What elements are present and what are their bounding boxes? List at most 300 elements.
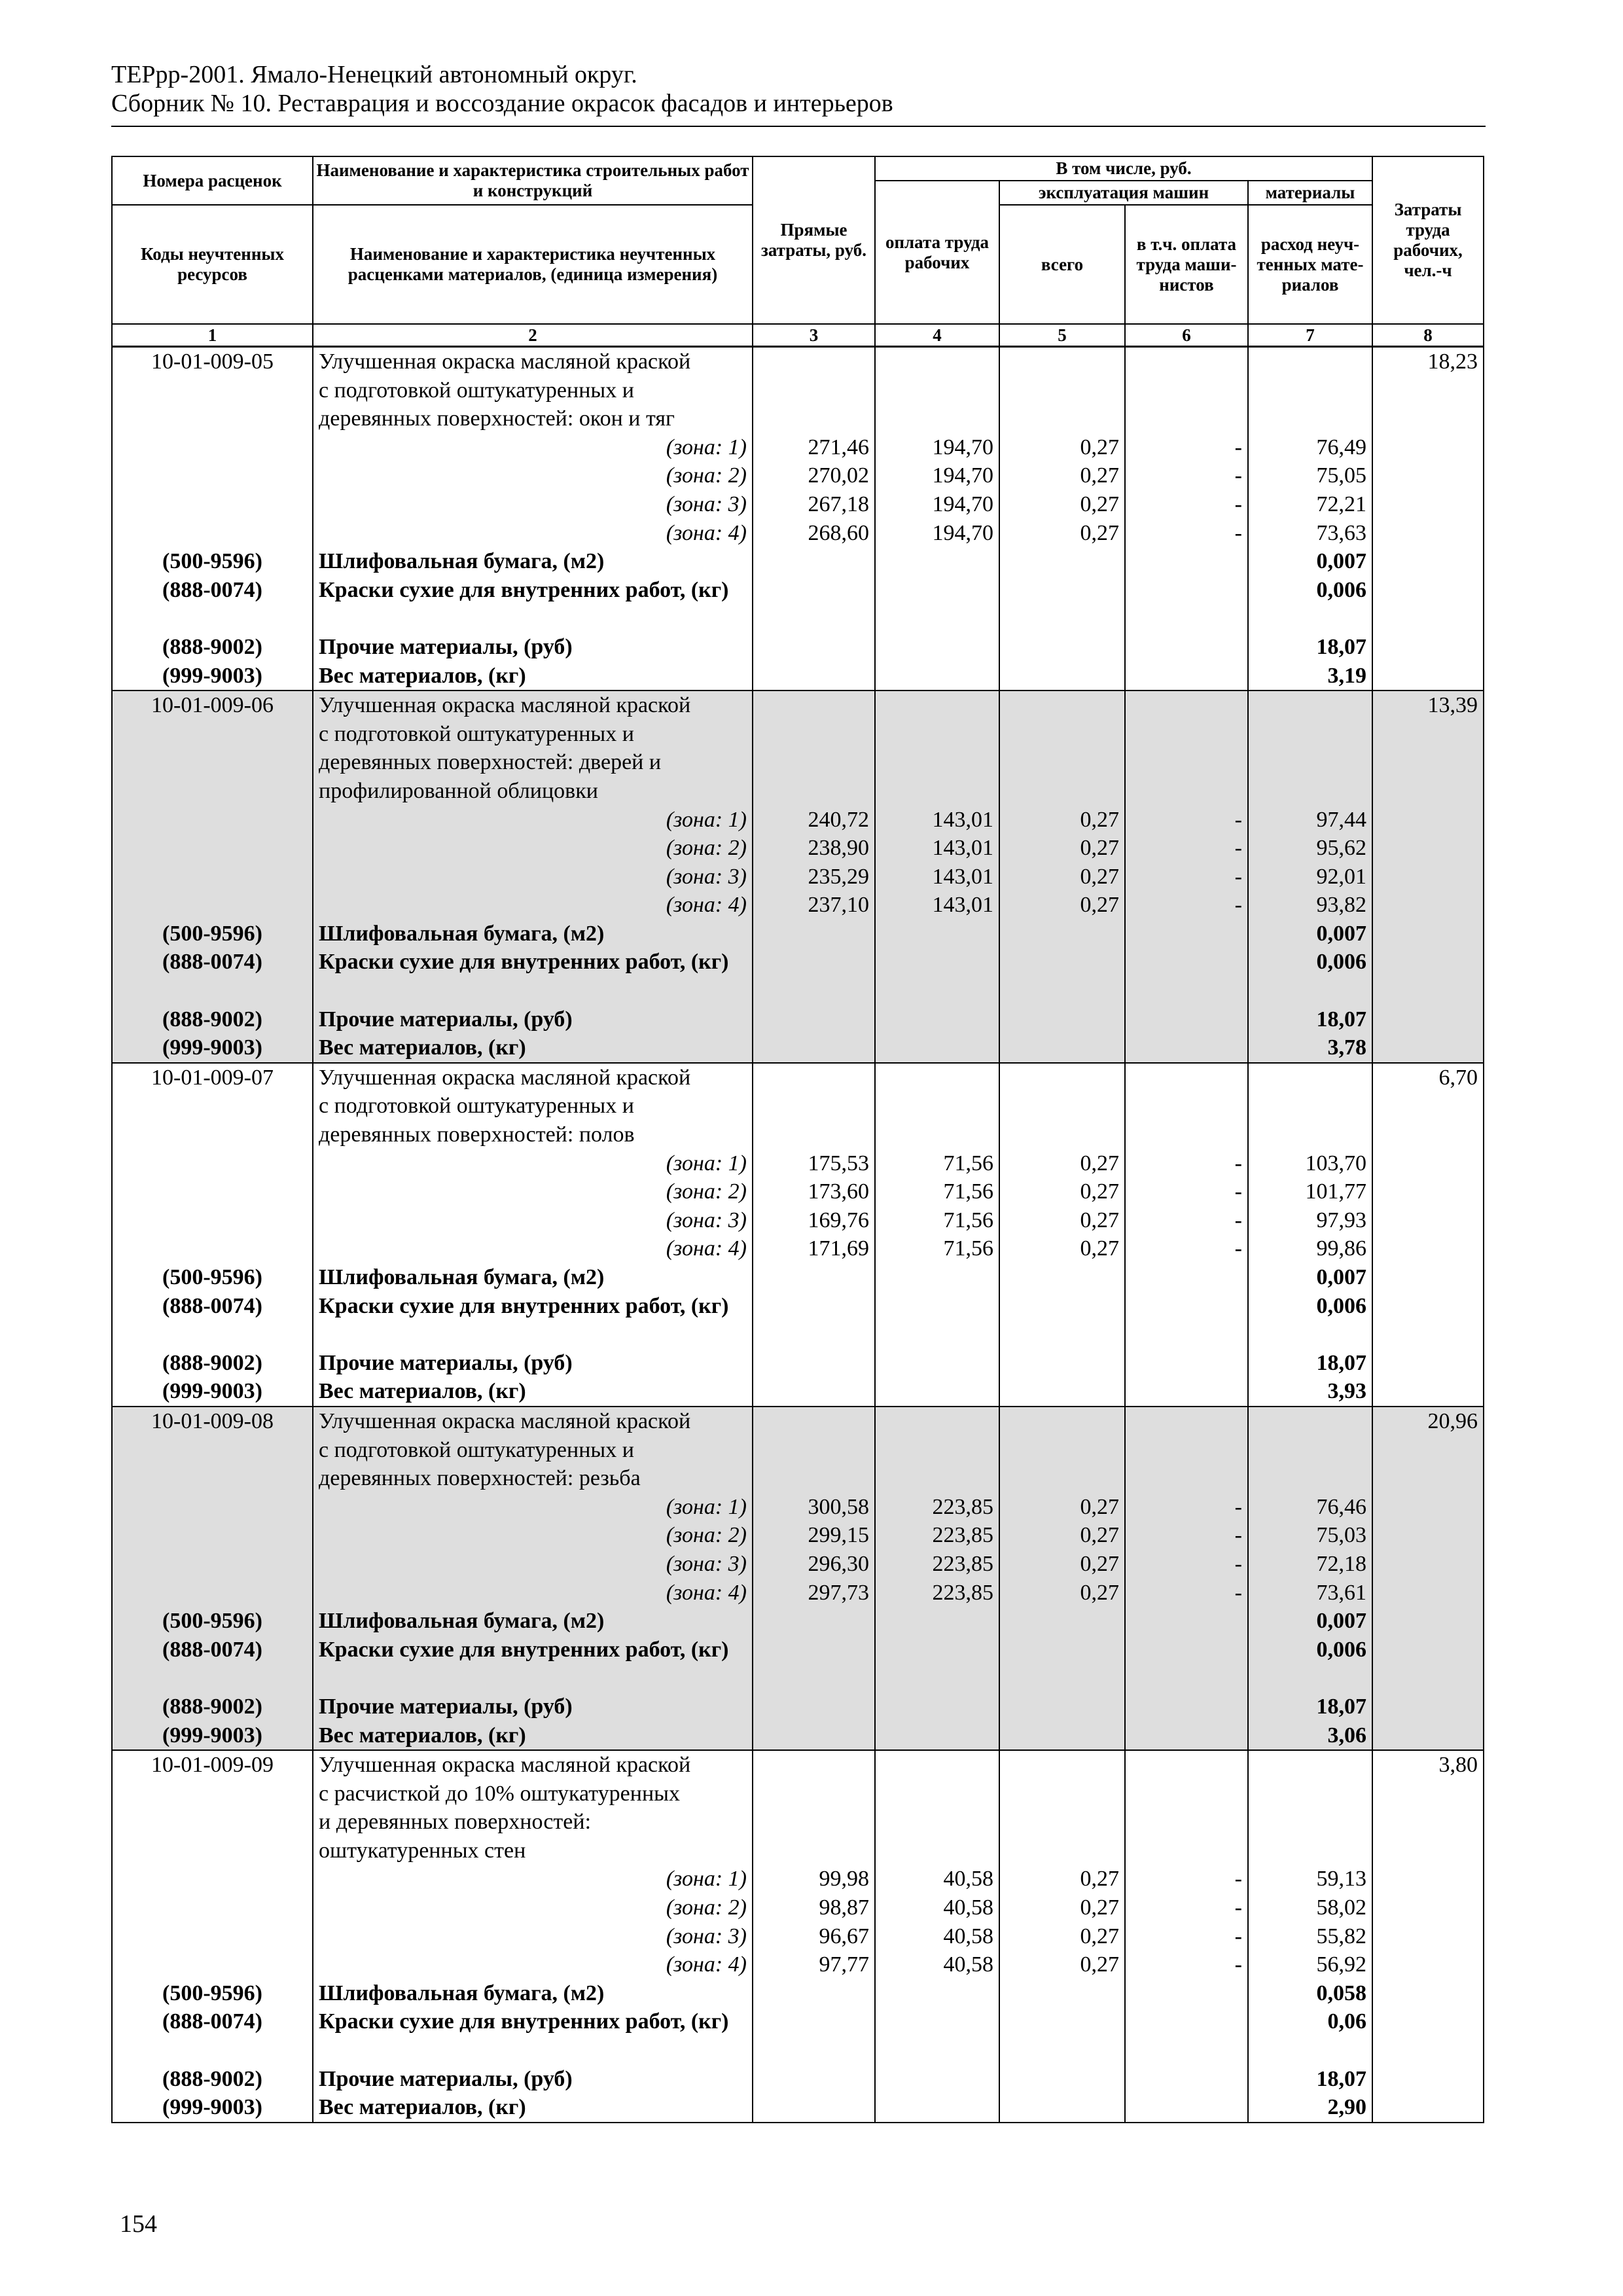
empty-cell [999,1121,1125,1149]
resource-row [112,547,1484,576]
empty-cell [1248,376,1372,405]
empty-cell [753,1377,875,1407]
operators-wages-value: - [1125,891,1248,920]
operators-wages-value: - [1125,1579,1248,1607]
worker-wages-value: 143,01 [875,806,999,834]
empty-cell [999,576,1125,633]
machines-total-value: 0,27 [999,1234,1125,1263]
zone-row [112,1550,1484,1579]
materials-value: 73,63 [1248,519,1372,548]
empty-cell [753,2093,875,2123]
resource-consumption-value: 3,78 [1248,1033,1372,1063]
empty-cell [1125,1349,1248,1378]
empty-cell [875,1636,999,1693]
resource-name: Вес материалов, (кг) [313,2093,753,2123]
empty-cell [999,1263,1125,1292]
empty-cell [112,1922,313,1951]
empty-cell [875,1750,999,1780]
zone-row [112,1950,1484,1979]
empty-cell [1248,1121,1372,1149]
zone-row [112,834,1484,863]
worker-wages-value: 71,56 [875,1234,999,1263]
empty-cell [1372,1808,1484,1837]
empty-cell [1372,1865,1484,1893]
empty-cell [1125,1979,1248,2008]
rate-group-10-01-009-05 [112,347,1484,691]
worker-wages-value: 223,85 [875,1521,999,1550]
resource-consumption-value: 3,93 [1248,1377,1372,1407]
resource-row [112,1636,1484,1693]
column-number: 5 [999,324,1125,347]
materials-value: 101,77 [1248,1177,1372,1206]
empty-cell [1372,1922,1484,1951]
resource-consumption-value: 2,90 [1248,2093,1372,2123]
column-number: 4 [875,324,999,347]
empty-cell [1372,1893,1484,1922]
resource-code: (888-0074) [112,2007,313,2064]
empty-cell [1372,461,1484,490]
labor-cost-value: 6,70 [1372,1063,1484,1092]
empty-cell [112,1521,313,1550]
worker-wages-value: 143,01 [875,863,999,891]
resource-row [112,920,1484,948]
resource-name: Прочие материалы, (руб) [313,1349,753,1378]
empty-cell [753,547,875,576]
operators-wages-value: - [1125,1550,1248,1579]
empty-cell [999,948,1125,1005]
worker-wages-value: 71,56 [875,1177,999,1206]
empty-cell [999,1721,1125,1751]
empty-cell [875,2007,999,2064]
empty-cell [1125,777,1248,806]
rate-title-continuation-row [112,376,1484,405]
empty-cell [1248,1436,1372,1465]
col-unaccounted-materials-header: расход неуч-тенных мате-риалов [1248,205,1372,324]
operators-wages-value: - [1125,1206,1248,1235]
empty-cell [1372,1493,1484,1522]
empty-cell [1372,2007,1484,2064]
resource-row [112,1607,1484,1636]
zone-label: (зона: 4) [313,1950,753,1979]
resource-consumption-value: 0,058 [1248,1979,1372,2008]
empty-cell [753,691,875,720]
empty-cell [875,576,999,633]
empty-cell [112,720,313,749]
resource-code: (888-9002) [112,1349,313,1378]
empty-cell [753,662,875,691]
resource-consumption-value: 0,006 [1248,1292,1372,1349]
rate-title-continuation-row [112,1121,1484,1149]
empty-cell [875,547,999,576]
empty-cell [112,1579,313,1607]
empty-cell [999,1464,1125,1493]
resource-consumption-value: 0,006 [1248,1636,1372,1693]
empty-cell [1372,1607,1484,1636]
worker-wages-value: 194,70 [875,519,999,548]
materials-value: 72,21 [1248,490,1372,519]
empty-cell [999,1292,1125,1349]
empty-cell [1372,1780,1484,1808]
empty-cell [1372,547,1484,576]
operators-wages-value: - [1125,519,1248,548]
header-title-line-2: Сборник № 10. Реставрация и воссоздание окрасок фасадов и интерьеров [111,90,893,117]
zone-row [112,1206,1484,1235]
machines-total-value: 0,27 [999,863,1125,891]
resource-code: (999-9003) [112,1033,313,1063]
empty-cell [1248,347,1372,376]
resource-name: Краски сухие для внутренних работ, (кг) [313,2007,753,2064]
empty-cell [999,404,1125,433]
empty-cell [1248,1407,1372,1436]
zone-label: (зона: 2) [313,461,753,490]
empty-cell [112,1206,313,1235]
empty-cell [753,576,875,633]
direct-cost-value: 271,46 [753,433,875,462]
empty-cell [875,1808,999,1837]
empty-cell [999,2007,1125,2064]
empty-cell [753,1121,875,1149]
rate-title-continuation-row [112,1808,1484,1837]
operators-wages-value: - [1125,1149,1248,1178]
empty-cell [999,1636,1125,1693]
empty-cell [753,720,875,749]
empty-cell [1372,2093,1484,2123]
worker-wages-value: 143,01 [875,834,999,863]
zone-label: (зона: 3) [313,1206,753,1235]
zone-row [112,461,1484,490]
empty-cell [112,1780,313,1808]
empty-cell [1372,1149,1484,1178]
materials-value: 55,82 [1248,1922,1372,1951]
empty-cell [1372,777,1484,806]
rate-title-continuation-row [112,777,1484,806]
empty-cell [1125,720,1248,749]
rate-title-row [112,691,1484,720]
empty-cell [1125,920,1248,948]
empty-cell [1372,404,1484,433]
resource-consumption-value: 0,06 [1248,2007,1372,2064]
resource-consumption-value: 3,19 [1248,662,1372,691]
empty-cell [112,777,313,806]
operators-wages-value: - [1125,490,1248,519]
empty-cell [112,1464,313,1493]
empty-cell [112,1121,313,1149]
resource-name: Прочие материалы, (руб) [313,1693,753,1721]
labor-cost-value: 3,80 [1372,1750,1484,1780]
empty-cell [753,1808,875,1837]
empty-cell [753,376,875,405]
empty-cell [112,461,313,490]
empty-cell [112,404,313,433]
direct-cost-value: 240,72 [753,806,875,834]
direct-cost-value: 235,29 [753,863,875,891]
direct-cost-value: 268,60 [753,519,875,548]
rate-name-line: деревянных поверхностей: резьба [313,1464,753,1493]
empty-cell [112,1177,313,1206]
empty-cell [1125,748,1248,777]
empty-cell [1125,1837,1248,1865]
materials-value: 93,82 [1248,891,1372,920]
empty-cell [753,777,875,806]
zone-label: (зона: 2) [313,1521,753,1550]
resource-code: (500-9596) [112,1263,313,1292]
operators-wages-value: - [1125,461,1248,490]
resource-row [112,1721,1484,1751]
empty-cell [112,748,313,777]
resource-row [112,576,1484,633]
worker-wages-value: 40,58 [875,1950,999,1979]
rate-title-row [112,1407,1484,1436]
resource-consumption-value: 0,006 [1248,576,1372,633]
rate-code: 10-01-009-06 [112,691,313,720]
zone-row [112,519,1484,548]
empty-cell [1248,1092,1372,1121]
empty-cell [112,1436,313,1465]
empty-cell [875,1464,999,1493]
empty-cell [1248,1750,1372,1780]
empty-cell [112,490,313,519]
empty-cell [1125,1464,1248,1493]
zone-label: (зона: 4) [313,1579,753,1607]
empty-cell [875,777,999,806]
operators-wages-value: - [1125,834,1248,863]
empty-cell [1372,1349,1484,1378]
empty-cell [1372,1950,1484,1979]
empty-cell [1125,376,1248,405]
empty-cell [1372,891,1484,920]
resource-row [112,2007,1484,2064]
labor-cost-value: 13,39 [1372,691,1484,720]
worker-wages-value: 143,01 [875,891,999,920]
document-header [111,60,1479,118]
empty-cell [875,662,999,691]
empty-cell [1372,1121,1484,1149]
worker-wages-value: 40,58 [875,1865,999,1893]
col-resource-codes-header: Коды неучтенных ресурсов [112,205,313,324]
rate-name-line: и деревянных поверхностей: [313,1808,753,1837]
empty-cell [1125,1436,1248,1465]
empty-cell [1372,2065,1484,2094]
zone-label: (зона: 1) [313,1493,753,1522]
empty-cell [999,1033,1125,1063]
zone-row [112,1579,1484,1607]
machines-total-value: 0,27 [999,834,1125,863]
empty-cell [875,2093,999,2123]
empty-cell [999,1436,1125,1465]
empty-cell [1125,1780,1248,1808]
empty-cell [1125,662,1248,691]
empty-cell [1248,404,1372,433]
resource-code: (500-9596) [112,920,313,948]
empty-cell [753,1349,875,1378]
rate-title-continuation-row [112,1464,1484,1493]
empty-cell [1125,691,1248,720]
empty-cell [753,2007,875,2064]
resource-name: Прочие материалы, (руб) [313,2065,753,2094]
zone-row [112,433,1484,462]
machines-group-header: эксплуатация машин [999,181,1248,205]
empty-cell [875,1436,999,1465]
machines-total-value: 0,27 [999,1206,1125,1235]
machines-total-value: 0,27 [999,1149,1125,1178]
empty-cell [999,662,1125,691]
resource-row [112,1979,1484,2008]
empty-cell [875,404,999,433]
rate-title-row [112,1063,1484,1092]
direct-cost-value: 169,76 [753,1206,875,1235]
rate-name-line: Улучшенная окраска масляной краской [313,347,753,376]
empty-cell [112,376,313,405]
resource-consumption-value: 18,07 [1248,1349,1372,1378]
empty-cell [999,691,1125,720]
empty-cell [1125,576,1248,633]
col-resource-name-header: Наименование и характеристика неучтенных расценками материалов, (единица измерения) [313,205,753,324]
empty-cell [1372,806,1484,834]
empty-cell [875,633,999,662]
empty-cell [1372,1979,1484,2008]
resource-code: (500-9596) [112,1607,313,1636]
empty-cell [112,834,313,863]
rate-group-10-01-009-08 [112,1407,1484,1750]
resource-consumption-value: 18,07 [1248,1005,1372,1034]
resource-row [112,2093,1484,2123]
empty-cell [999,633,1125,662]
materials-group-header: материалы [1248,181,1372,205]
resource-consumption-value: 0,007 [1248,1263,1372,1292]
machines-total-value: 0,27 [999,433,1125,462]
rate-code: 10-01-009-09 [112,1750,313,1780]
resource-name: Краски сухие для внутренних работ, (кг) [313,1292,753,1349]
empty-cell [753,1263,875,1292]
empty-cell [1125,1377,1248,1407]
labor-cost-value: 18,23 [1372,347,1484,376]
resource-row [112,633,1484,662]
empty-cell [1372,1837,1484,1865]
empty-cell [999,2093,1125,2123]
resource-code: (888-0074) [112,1292,313,1349]
resource-consumption-value: 0,007 [1248,920,1372,948]
worker-wages-value: 223,85 [875,1493,999,1522]
empty-cell [1372,1234,1484,1263]
empty-cell [1372,519,1484,548]
rate-name-line: Улучшенная окраска масляной краской [313,691,753,720]
resource-name: Шлифовальная бумага, (м2) [313,1263,753,1292]
empty-cell [875,1263,999,1292]
empty-cell [875,1292,999,1349]
rate-title-continuation-row [112,1780,1484,1808]
zone-label: (зона: 2) [313,1177,753,1206]
rate-title-continuation-row [112,1092,1484,1121]
empty-cell [999,2065,1125,2094]
empty-cell [875,1407,999,1436]
empty-cell [753,1063,875,1092]
resource-consumption-value: 3,06 [1248,1721,1372,1751]
empty-cell [1372,1464,1484,1493]
zone-row [112,1893,1484,1922]
empty-cell [1125,347,1248,376]
empty-cell [112,1149,313,1178]
rate-group-10-01-009-09 [112,1750,1484,2123]
empty-cell [112,863,313,891]
empty-cell [999,347,1125,376]
empty-cell [875,1033,999,1063]
empty-cell [875,1063,999,1092]
empty-cell [875,1607,999,1636]
resource-code: (888-9002) [112,2065,313,2094]
rate-group-10-01-009-06 [112,691,1484,1063]
empty-cell [875,948,999,1005]
empty-cell [1372,1550,1484,1579]
zone-label: (зона: 3) [313,490,753,519]
zone-label: (зона: 3) [313,863,753,891]
empty-cell [1125,1636,1248,1693]
direct-cost-value: 175,53 [753,1149,875,1178]
zone-row [112,891,1484,920]
rate-name-line: с подготовкой оштукатуренных и [313,720,753,749]
empty-cell [999,1837,1125,1865]
worker-wages-value: 194,70 [875,461,999,490]
direct-cost-value: 300,58 [753,1493,875,1522]
materials-value: 72,18 [1248,1550,1372,1579]
col-operators-wages-header: в т.ч. оплата труда маши-нистов [1125,205,1248,324]
empty-cell [753,1837,875,1865]
machines-total-value: 0,27 [999,1550,1125,1579]
resource-code: (999-9003) [112,662,313,691]
resource-name: Краски сухие для внутренних работ, (кг) [313,1636,753,1693]
rate-name-line: профилированной облицовки [313,777,753,806]
resource-name: Шлифовальная бумага, (м2) [313,1979,753,2008]
empty-cell [999,1607,1125,1636]
materials-value: 103,70 [1248,1149,1372,1178]
empty-cell [875,2065,999,2094]
rate-title-continuation-row [112,720,1484,749]
machines-total-value: 0,27 [999,490,1125,519]
empty-cell [112,1865,313,1893]
empty-cell [112,1234,313,1263]
resource-row [112,1693,1484,1721]
worker-wages-value: 223,85 [875,1579,999,1607]
resource-code: (888-9002) [112,1693,313,1721]
empty-cell [112,1893,313,1922]
empty-cell [1372,1693,1484,1721]
materials-value: 75,03 [1248,1521,1372,1550]
empty-cell [1125,1693,1248,1721]
resource-code: (999-9003) [112,1721,313,1751]
resource-consumption-value: 0,007 [1248,547,1372,576]
empty-cell [753,1033,875,1063]
empty-cell [1125,2065,1248,2094]
resource-consumption-value: 0,006 [1248,948,1372,1005]
direct-cost-value: 97,77 [753,1950,875,1979]
empty-cell [1372,662,1484,691]
resource-code: (500-9596) [112,1979,313,2008]
machines-total-value: 0,27 [999,461,1125,490]
empty-cell [753,347,875,376]
resource-consumption-value: 0,007 [1248,1607,1372,1636]
empty-cell [1248,1808,1372,1837]
worker-wages-value: 40,58 [875,1893,999,1922]
resource-row [112,1263,1484,1292]
resource-name: Вес материалов, (кг) [313,1721,753,1751]
rate-name-line: Улучшенная окраска масляной краской [313,1063,753,1092]
page-number: 154 [120,2210,157,2238]
resource-name: Вес материалов, (кг) [313,1377,753,1407]
resource-name: Прочие материалы, (руб) [313,1005,753,1034]
empty-cell [875,920,999,948]
empty-cell [999,1349,1125,1378]
empty-cell [1125,2007,1248,2064]
machines-total-value: 0,27 [999,1521,1125,1550]
